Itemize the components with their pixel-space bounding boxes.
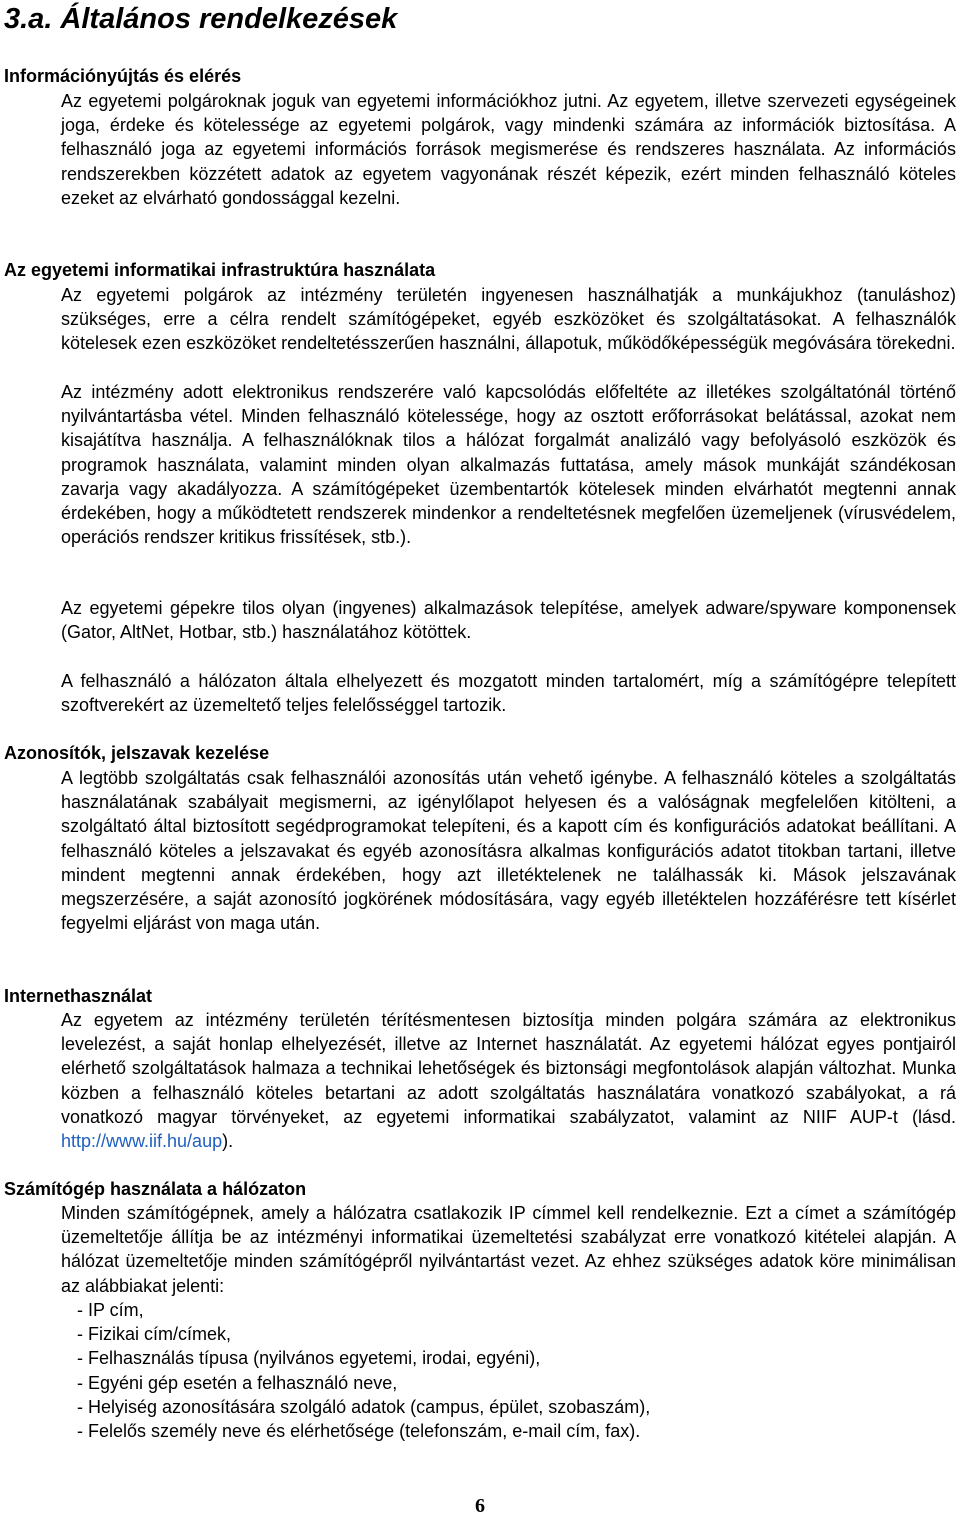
section-heading-ids: Azonosítók, jelszavak kezelése <box>4 743 270 763</box>
page-number: 6 <box>475 1495 485 1517</box>
list-item: - IP cím, <box>77 1300 144 1320</box>
list-item: - Felelős személy neve és elérhetősége (telefonszám, e-mail cím, fax). <box>77 1421 641 1442</box>
paragraph-infrastructure-1: Az egyetemi polgárok az intézmény területén ingyenesen használhatják a munkájukhoz (tanuláshoz) szükséges, erre a célra rendelt számítógépeket, egyéb eszközöket és szolgáltatásokat. A felhasználók kötelesek ezen eszközöket rendeltetésszerűen használni, állapotuk, működőképességük megóvására törekedni. <box>61 285 956 354</box>
list-item: - Felhasználás típusa (nyilvános egyetemi, irodai, egyéni), <box>77 1348 541 1369</box>
required-data-list <box>77 1298 650 1443</box>
list-item: - Helyiség azonosítására szolgáló adatok (campus, épület, szobaszám), <box>77 1396 651 1417</box>
paragraph-infrastructure-4: A felhasználó a hálózaton általa elhelyezett és mozgatott minden tartalomért, míg a számítógépre telepített szoftverekért az üzemeltető teljes felelősséggel tartozik. <box>61 671 956 716</box>
aup-link[interactable]: http://www.iif.hu/aup <box>61 1131 223 1152</box>
paragraph-infrastructure-2: Az intézmény adott elektronikus rendszerére való kapcsolódás előfeltéte az illetékes szolgáltatónál történő nyilvántartásba vétel. Minden felhasználó kötelessége, hogy az osztott erőforrásokat belátással, azokat nem kisajátítva használja. A felhasználóknak tilos a hálózat forgalmát analizáló vagy befolyásoló eszközök és programok használata, valamint minden olyan alkalmazás futtatása, amely mások munkáját szándékosan zavarja vagy akadályozza. A számítógépeket üzembentartók kötelesek minden elvárhatót megtenni annak érdekében, hogy a működtetett rendszerek mindenkor a rendeltetésnek megfelően üzemeljenek (vírusvédelem, operációs rendszer kritikus frissítések, stb.). <box>61 382 956 548</box>
paragraph-internet-text: Az egyetem az intézmény területén térítésmentesen biztosítja minden polgára számára az elektronikus levelezést, a saját honlap elhelyezését, illetve az Internet használatát. Az egyetemi hálózat egyes pontjairól elérhető szolgáltatások halmaza a technikai lehetőségek és biztonsági megfontolások alapján változhat. Munka közben a felhasználó köteles betartani az adott szolgáltatás használatára vonatkozó szabályokat, a rá vonatkozó magyar törvényeket, az egyetemi informatikai szabályzatot, valamint az NIIF AUP-t (lásd. <box>61 1010 956 1127</box>
list-item: - Fizikai cím/címek, <box>77 1324 232 1345</box>
section-heading-infrastructure: Az egyetemi informatikai infrastruktúra használata <box>4 260 436 280</box>
paragraph-ids-1: A legtöbb szolgáltatás csak felhasználói azonosítás után vehető igénybe. A felhasználó köteles a szolgáltatás használatának szabályait megismerni, az igénylőlapot helyesen és a valóságnak megfelelően kitölteni, a szolgáltató által biztosított segédprogramokat telepíteni, és a kapott cím és konfigurációs adatokat beállítani. A felhasználó köteles a jelszavakat és egyéb azonosításra alkalmas konfigurációs adatot titokban tartani, illetve mindent megtenni annak érdekében, hogy azt illetéktelenek ne találhassák ki. Mások jelszavának megszerzésére, a saját azonosító jogkörének módosítására, vagy egyéb illetéktelen hozzáférésre tett kísérlet fegyelmi eljárást von maga után. <box>61 768 956 934</box>
section-heading-network: Számítógép használata a hálózaton <box>4 1179 307 1199</box>
section-heading-info: Információnyújtás és elérés <box>4 66 242 86</box>
page-title: 3.a. Általános rendelkezések <box>4 3 398 35</box>
section-heading-internet: Internethasználat <box>4 986 153 1006</box>
paragraph-infrastructure-3: Az egyetemi gépekre tilos olyan (ingyenes) alkalmazások telepítése, amelyek adware/spyware komponensek (Gator, AltNet, Hotbar, stb.) használatához kötöttek. <box>61 598 956 643</box>
paragraph-internet-1 <box>61 1008 956 1153</box>
paragraph-info-1: Az egyetemi polgároknak joguk van egyetemi információkhoz jutni. Az egyetem, illetve szervezeti egységeinek joga, érdeke és kötelessége az egyetemi polgárok, vagy mindenki számára az információk biztosítása. A felhasználó joga az egyetemi információs források megismerése és rendszeres használata. Az információs rendszerekben közzétett adatok az egyetem vagyonának részét képezik, ezért minden felhasználó köteles ezeket az elvárható gondossággal kezelni. <box>61 91 956 208</box>
paragraph-internet-end: ). <box>222 1131 234 1152</box>
paragraph-network-1: Minden számítógépnek, amely a hálózatra csatlakozik IP címmel kell rendelkeznie. Ezt a címet a számítógép üzemeltetője állítja be az intézményi informatikai üzemeltetési szabályzat erre vonatkozó kitételei alapján. A hálózat üzemeltetője minden számítógépről nyilvántartást vezet. Az ehhez szükséges adatok köre minimálisan az alábbiakat jelenti: <box>61 1203 956 1296</box>
list-item: - Egyéni gép esetén a felhasználó neve, <box>77 1372 398 1393</box>
